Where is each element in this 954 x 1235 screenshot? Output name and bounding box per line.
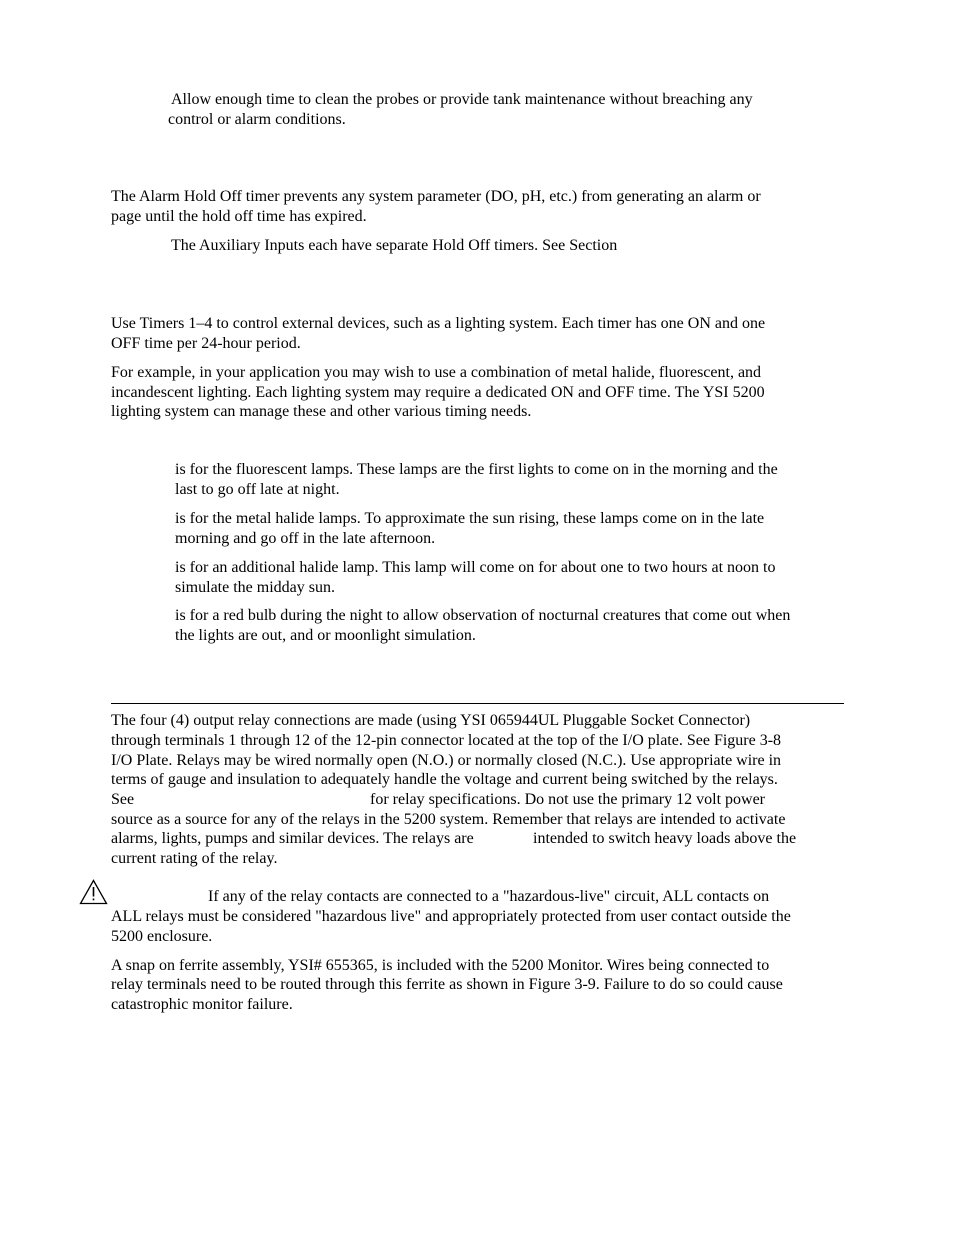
note-text-line-2: control or alarm conditions. — [168, 111, 346, 128]
timers-example-line-2: incandescent lighting. Each lighting system may require a dedicated ON and OFF time. The YSI 5200 — [111, 384, 765, 401]
relays-text-line-2: through terminals 1 through 12 of the 12-pin connector located at the top of the I/O plate. See Figure 3-8 — [111, 732, 782, 749]
relays-text-line-5b: for relay specifications. Do not use the primary 12 volt power — [370, 791, 765, 808]
timer-item-4-line-1: is for a red bulb during the night to allow observation of nocturnal creatures that come out when — [175, 607, 791, 624]
alarm-hold-off-text-line-1: The Alarm Hold Off timer prevents any system parameter (DO, pH, etc.) from generating an alarm or — [111, 188, 761, 205]
relays-text-line-7b: intended to switch heavy loads above the — [533, 830, 797, 847]
relays-text-line-4: terms of gauge and insulation to adequately handle the voltage and current being switched by the relays. — [111, 771, 778, 788]
timers-intro-line-1: Use Timers 1–4 to control external devices, such as a lighting system. Each timer has one ON and one — [111, 315, 766, 332]
section-divider — [111, 703, 844, 704]
warning-text-line-1: If any of the relay contacts are connected to a "hazardous-live" circuit, ALL contacts on — [208, 888, 770, 905]
warning-icon — [79, 879, 108, 905]
timer-item-4-line-2: the lights are out, and or moonlight simulation. — [175, 627, 476, 644]
relays-text-line-8: current rating of the relay. — [111, 850, 278, 867]
ferrite-text-line-3: catastrophic monitor failure. — [111, 996, 293, 1013]
note-text-line-1: Allow enough time to clean the probes or provide tank maintenance without breaching any — [171, 91, 753, 108]
alarm-hold-off-note: The Auxiliary Inputs each have separate Hold Off timers. See Section — [171, 237, 618, 254]
timer-item-2-line-2: morning and go off in the late afternoon. — [175, 530, 436, 547]
alarm-hold-off-text-line-2: page until the hold off time has expired. — [111, 208, 367, 225]
timers-example-line-1: For example, in your application you may wish to use a combination of metal halide, fluorescent, and — [111, 364, 762, 381]
timers-example-line-3: lighting system can manage these and other various timing needs. — [111, 403, 532, 420]
warning-text-line-2: ALL relays must be considered "hazardous live" and appropriately protected from user contact outside the — [111, 908, 791, 925]
relays-text-line-3: I/O Plate. Relays may be wired normally open (N.O.) or normally closed (N.C.). Use appropriate wire in — [111, 752, 782, 769]
timer-item-3-line-2: simulate the midday sun. — [175, 579, 335, 596]
relays-text-line-7a: alarms, lights, pumps and similar devices. The relays are — [111, 830, 474, 847]
relays-text-line-6: source as a source for any of the relays in the 5200 system. Remember that relays are intended to activate — [111, 811, 786, 828]
ferrite-text-line-2: relay terminals need to be routed through this ferrite as shown in Figure 3-9. Failure to do so could cause — [111, 976, 783, 993]
ferrite-text-line-1: A snap on ferrite assembly, YSI# 655365, is included with the 5200 Monitor. Wires being connected to — [111, 957, 770, 974]
timers-intro-line-2: OFF time per 24-hour period. — [111, 335, 301, 352]
timer-item-3-line-1: is for an additional halide lamp. This lamp will come on for about one to two hours at noon to — [175, 559, 776, 576]
relays-text-line-5a: See — [111, 791, 135, 808]
timer-item-2-line-1: is for the metal halide lamps. To approximate the sun rising, these lamps come on in the late — [175, 510, 765, 527]
relays-text-line-1: The four (4) output relay connections are made (using YSI 065944UL Pluggable Socket Connector) — [111, 712, 751, 729]
timer-item-1-line-1: is for the fluorescent lamps. These lamps are the first lights to come on in the morning and the — [175, 461, 778, 478]
warning-text-line-3: 5200 enclosure. — [111, 928, 213, 945]
timer-item-1-line-2: last to go off late at night. — [175, 481, 340, 498]
